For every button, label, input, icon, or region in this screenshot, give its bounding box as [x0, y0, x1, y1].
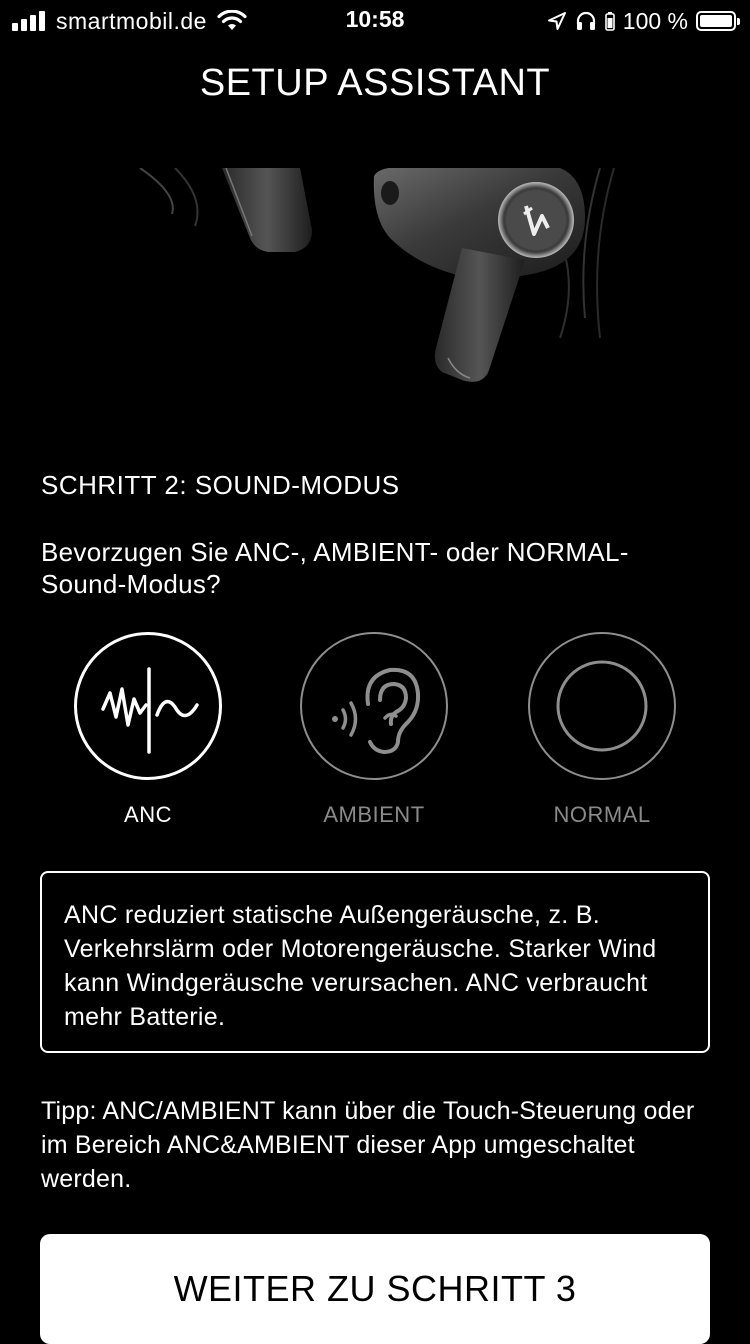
status-time: 10:58 [345, 6, 405, 32]
step-title: SCHRITT 2: SOUND-MODUS [41, 470, 400, 500]
page-title: SETUP ASSISTANT [199, 62, 551, 104]
mode-option-normal[interactable] [527, 632, 677, 832]
earbuds-image [0, 168, 750, 398]
step-question: Bevorzugen Sie ANC-, AMBIENT- oder NORMAL-Sound-Modus? [41, 537, 629, 599]
carrier-name: smartmobil.de [56, 7, 207, 34]
mode-ambient-label: AMBIENT [323, 802, 425, 827]
ring-icon [530, 634, 674, 778]
location-arrow-icon [547, 11, 567, 31]
ear-icon [302, 634, 446, 778]
battery-fill [700, 15, 732, 27]
mode-option-ambient[interactable] [299, 632, 449, 832]
mode-description-text: ANC reduziert statische Außengeräusche, z. B. Verkehrslärm oder Motorengeräusche. Starker Wind kann Windgeräusche verursachen. ANC verbraucht mehr Batterie. [64, 901, 657, 1031]
mode-normal-label: NORMAL [553, 802, 651, 827]
battery-percent: 100 % [622, 7, 688, 34]
battery-icon [696, 11, 736, 31]
mode-normal-circle[interactable] [528, 632, 676, 780]
status-bar [0, 0, 750, 40]
next-step-button[interactable]: WEITER ZU SCHRITT 3 [40, 1234, 710, 1344]
mode-anc-label: ANC [124, 802, 172, 827]
headphones-icon [575, 10, 597, 32]
tip-text: Tipp: ANC/AMBIENT kann über die Touch-Steuerung oder im Bereich ANC&AMBIENT dieser App umgeschaltet werden. [41, 1097, 695, 1193]
status-right [547, 6, 736, 36]
mode-description-box [40, 871, 710, 1053]
mode-anc-circle[interactable] [74, 632, 222, 780]
mode-ambient-circle[interactable] [300, 632, 448, 780]
sound-wave-icon [77, 635, 219, 777]
mode-option-anc[interactable] [73, 632, 223, 832]
battery-small-icon [605, 11, 615, 31]
